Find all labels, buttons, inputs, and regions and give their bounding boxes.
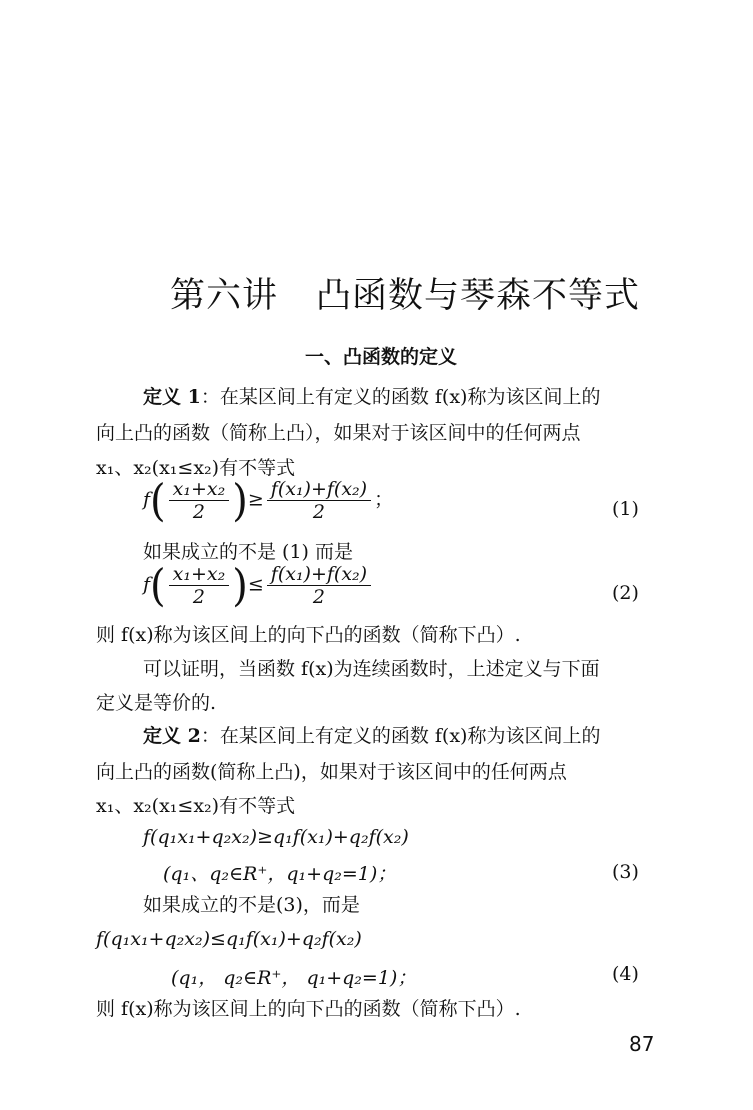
eq2-lhs-den: 2 [192,586,205,608]
eq1-lparen: ( [150,475,166,526]
mid-text-2: 如果成立的不是(3)，而是 [143,894,360,916]
eq2-number: (2) [612,582,639,604]
equation-2 [143,560,374,611]
eq1-rhs-num: f(x₁)+f(x₂) [267,478,371,501]
def1-label: 定义 1 [143,386,201,408]
eq1-rhs-fraction [267,478,371,523]
def2-line1 [143,723,600,749]
eq1-lhs-fraction [169,478,230,523]
eq2-lhs-num: x₁+x₂ [169,563,230,586]
eq3-line1: f(q₁x₁+q₂x₂)≥q₁f(x₁)+q₂f(x₂) [143,826,409,848]
page-number: 87 [629,1032,655,1056]
def1-line2: 向上凸的函数（简称上凸），如果对于该区间中的任何两点 [96,422,581,444]
chapter-number: 第六讲 [170,276,279,316]
section-heading: 一、凸函数的定义 [305,346,458,368]
eq2-rhs-den: 2 [312,586,325,608]
def1-line1 [143,384,600,410]
eq1-lhs-num: x₁+x₂ [169,478,230,501]
eq4-line2: (q₁， q₂∈R⁺， q₁+q₂=1)； [171,967,417,989]
eq2-lparen: ( [150,560,166,611]
eq1-number: (1) [612,498,639,520]
def2-text1: ：在某区间上有定义的函数 f(x)称为该区间上的 [200,725,601,747]
para2-line1: 可以证明，当函数 f(x)为连续函数时，上述定义与下面 [143,658,600,680]
def1-text1: ：在某区间上有定义的函数 f(x)称为该区间上的 [200,386,601,408]
eq4-line1: f(q₁x₁+q₂x₂)≤q₁f(x₁)+q₂f(x₂) [96,928,362,950]
eq1-relation: ≥ [247,488,264,511]
eq1-tail: ； [374,488,394,511]
chapter-name: 凸函数与琴森不等式 [316,276,641,316]
eq2-rparen: ) [232,560,248,611]
eq1-rparen: ) [232,475,248,526]
eq1-rhs-den: 2 [312,501,325,523]
eq2-f: f [143,573,151,596]
eq2-lhs-fraction [169,563,230,608]
eq1-f: f [143,488,151,511]
eq4-number: (4) [612,963,639,985]
mid-text-1: 如果成立的不是 (1) 而是 [143,541,353,563]
eq2-rhs-fraction [267,563,371,608]
def2-label: 定义 2 [143,725,201,747]
def2-line2: 向上凸的函数(简称上凸)，如果对于该区间中的任何两点 [96,761,567,783]
def2-line3: x₁、x₂(x₁≤x₂)有不等式 [96,795,296,817]
equation-1 [143,475,394,526]
conclusion-2: 则 f(x)称为该区间上的向下凸的函数（简称下凸）. [96,998,521,1020]
def1-line3: x₁、x₂(x₁≤x₂)有不等式 [96,457,296,479]
eq1-lhs-den: 2 [192,501,205,523]
conclusion-1: 则 f(x)称为该区间上的向下凸的函数（简称下凸）. [96,624,521,646]
eq2-relation: ≤ [247,573,264,596]
eq3-number: (3) [612,861,639,883]
eq2-rhs-num: f(x₁)+f(x₂) [267,563,371,586]
para2-line2: 定义是等价的. [96,692,217,714]
chapter-title [170,268,640,318]
eq3-line2: (q₁、q₂∈R⁺，q₁+q₂=1)； [163,863,397,885]
